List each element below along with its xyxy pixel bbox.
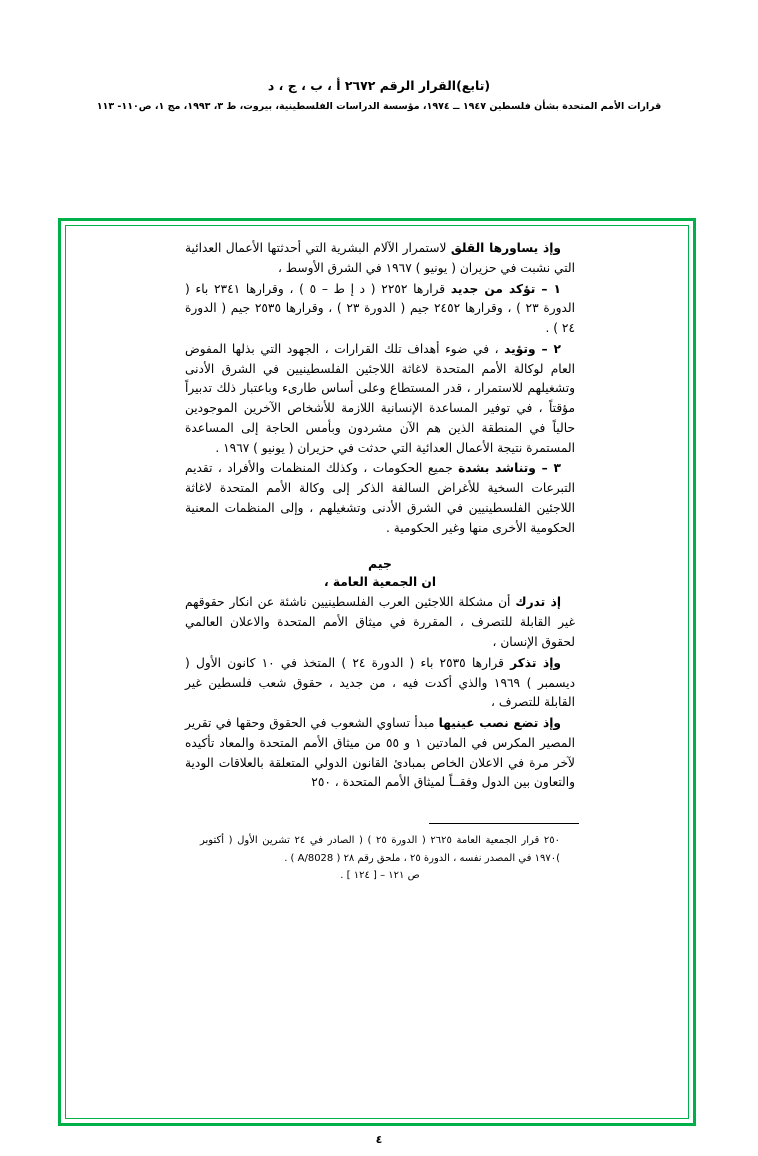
paragraph-1 [185, 280, 575, 339]
paragraph-3-rest: جميع الحكومات ، وكذلك المنظمات والأفراد ، تقديم التبرعات السخية للأغراض السالفة الذكر إلى وكالة الأمم المتحدة لاغاثة اللاجئين الفلسطينيين في الشرق الأدنى وتشغيلهم ، وإلى المنظمات المعنية الحكومية الأخرى منها وغير الحكومية . [185, 461, 575, 535]
paragraph-3-lead: ٣ – وتناشد بشدة [458, 461, 561, 476]
page-title: (تابع)القرار الرقم ٢٦٧٢ أ ، ب ، ج ، د [267, 78, 491, 93]
paragraph-3 [185, 459, 575, 538]
section-label-jim: جيم [368, 556, 392, 572]
document-page [0, 78, 758, 1156]
footnote-250: ٢٥٠ قرار الجمعية العامة ٢٦٢٥ ( الدورة ٢٥ ) ( الصادر في ٢٤ تشرين الأول ( أكتوبر )١٩٧٠ في المصدر نفسه ، الدورة ٢٥ ، ملحق رقم ٢٨ ( A/8028 ) . [200, 835, 560, 864]
assembly-paragraph-1-rest: أن مشكلة اللاجئين العرب الفلسطينيين ناشئة عن انكار حقوقهم غير القابلة للتصرف ، المقررة في ميثاق الأمم المتحدة والاعلان العالمي لحقوق الإنسان ، [185, 595, 575, 650]
footnotes [200, 832, 560, 885]
text-column [185, 239, 575, 793]
assembly-paragraph-2-rest: قرارها ٢٥٣٥ باء ( الدورة ٢٤ ) المتخذ في ١٠ كانون الأول ( ديسمبر ) ١٩٦٩ والذي أكدت فيه ، من جديد ، حقوق شعب فلسطين غير القابلة للتصرف ، [185, 655, 575, 710]
assembly-paragraph-1 [185, 593, 575, 652]
page-header [0, 78, 758, 112]
page-source-line: قرارات الأمم المتحدة بشأن فلسطين ١٩٤٧ ــ ١٩٧٤، مؤسسة الدراسات الفلسطينية، بيروت، ط ٣، ١٩٩٣، مج ١، ص١١٠- ١١٣ [96, 101, 662, 112]
paragraph-1-lead: ١ – تؤكد من جديد [450, 281, 561, 296]
document-body [61, 221, 699, 885]
assembly-paragraph-3-rest: مبدأ تساوي الشعوب في الحقوق وحقها في تقرير المصير المكرس في المادتين ١ و ٥٥ من ميثاق الأمم المتحدة والمعاد تأكيده لآخر مرة في الاعلان الخاص بمبادئ القانون الدولي المتعلقة بالعلاقات الودية والتعاون بين الدول وفقــاً لميثاق الأمم المتحدة ، ٢٥٠ [185, 716, 575, 790]
assembly-paragraph-3-lead: وإذ تضع نصب عينيها [438, 716, 561, 731]
paragraph-1-rest: قرارها ٢٢٥٢ ( د إ ط – ٥ ) ، وقرارها ٢٣٤١ باء ( الدورة ٢٣ ) ، وقرارها ٢٤٥٢ جيم ( الدورة ٢٣ ) ، وقرارها ٢٥٣٥ جيم ( الدورة ٢٤ ) . [185, 281, 575, 336]
paragraph-preamble-lead: وإذ يساورها القلق [450, 241, 561, 255]
paragraph-preamble [185, 239, 575, 279]
page-number: ٤ [375, 1133, 383, 1146]
assembly-paragraph-1-lead: إذ تدرك [515, 595, 561, 610]
green-border-frame [58, 218, 696, 1126]
assembly-heading: ان الجمعية العامة ، [323, 575, 437, 590]
assembly-paragraph-2-lead: وإذ تذكر [510, 655, 561, 670]
footnote-pages: ص ١٢١ – [ ١٢٤ ] . [340, 870, 420, 882]
paragraph-preamble-rest: لاستمرار الآلام البشرية التي أحدثتها الأعمال العدائية التي نشبت في حزيران ( يونيو ) ١٩٦٧ في الشرق الأوسط ، [185, 241, 575, 275]
spacer [185, 539, 575, 546]
footnote-separator [429, 823, 579, 824]
paragraph-2-lead: ٢ – وتؤيد [504, 341, 561, 356]
assembly-paragraph-2 [185, 654, 575, 713]
paragraph-2-rest: ، في ضوء أهداف تلك القرارات ، الجهود التي بذلها المفوض العام لوكالة الأمم المتحدة لاغاثة اللاجئين الفلسطينيين في الشرق الأدنى وتشغيلهم للاستمرار ، قدر المستطاع وعلى أساس طارىء وباعتبار ذلك تدبيراً مؤقتاً ، في توفير المساعدة الإنسانية اللازمة للأشخاص الآخرين الموجودين حالياً في المنطقة الذين هم الآن مشردون وبأمس الحاجة إلى المساعدة المستمرة نتيجة الأعمال العدائية التي حدثت في حزيران ( يونيو ) ١٩٦٧ . [185, 341, 575, 455]
paragraph-2 [185, 340, 575, 459]
assembly-paragraph-3 [185, 714, 575, 793]
